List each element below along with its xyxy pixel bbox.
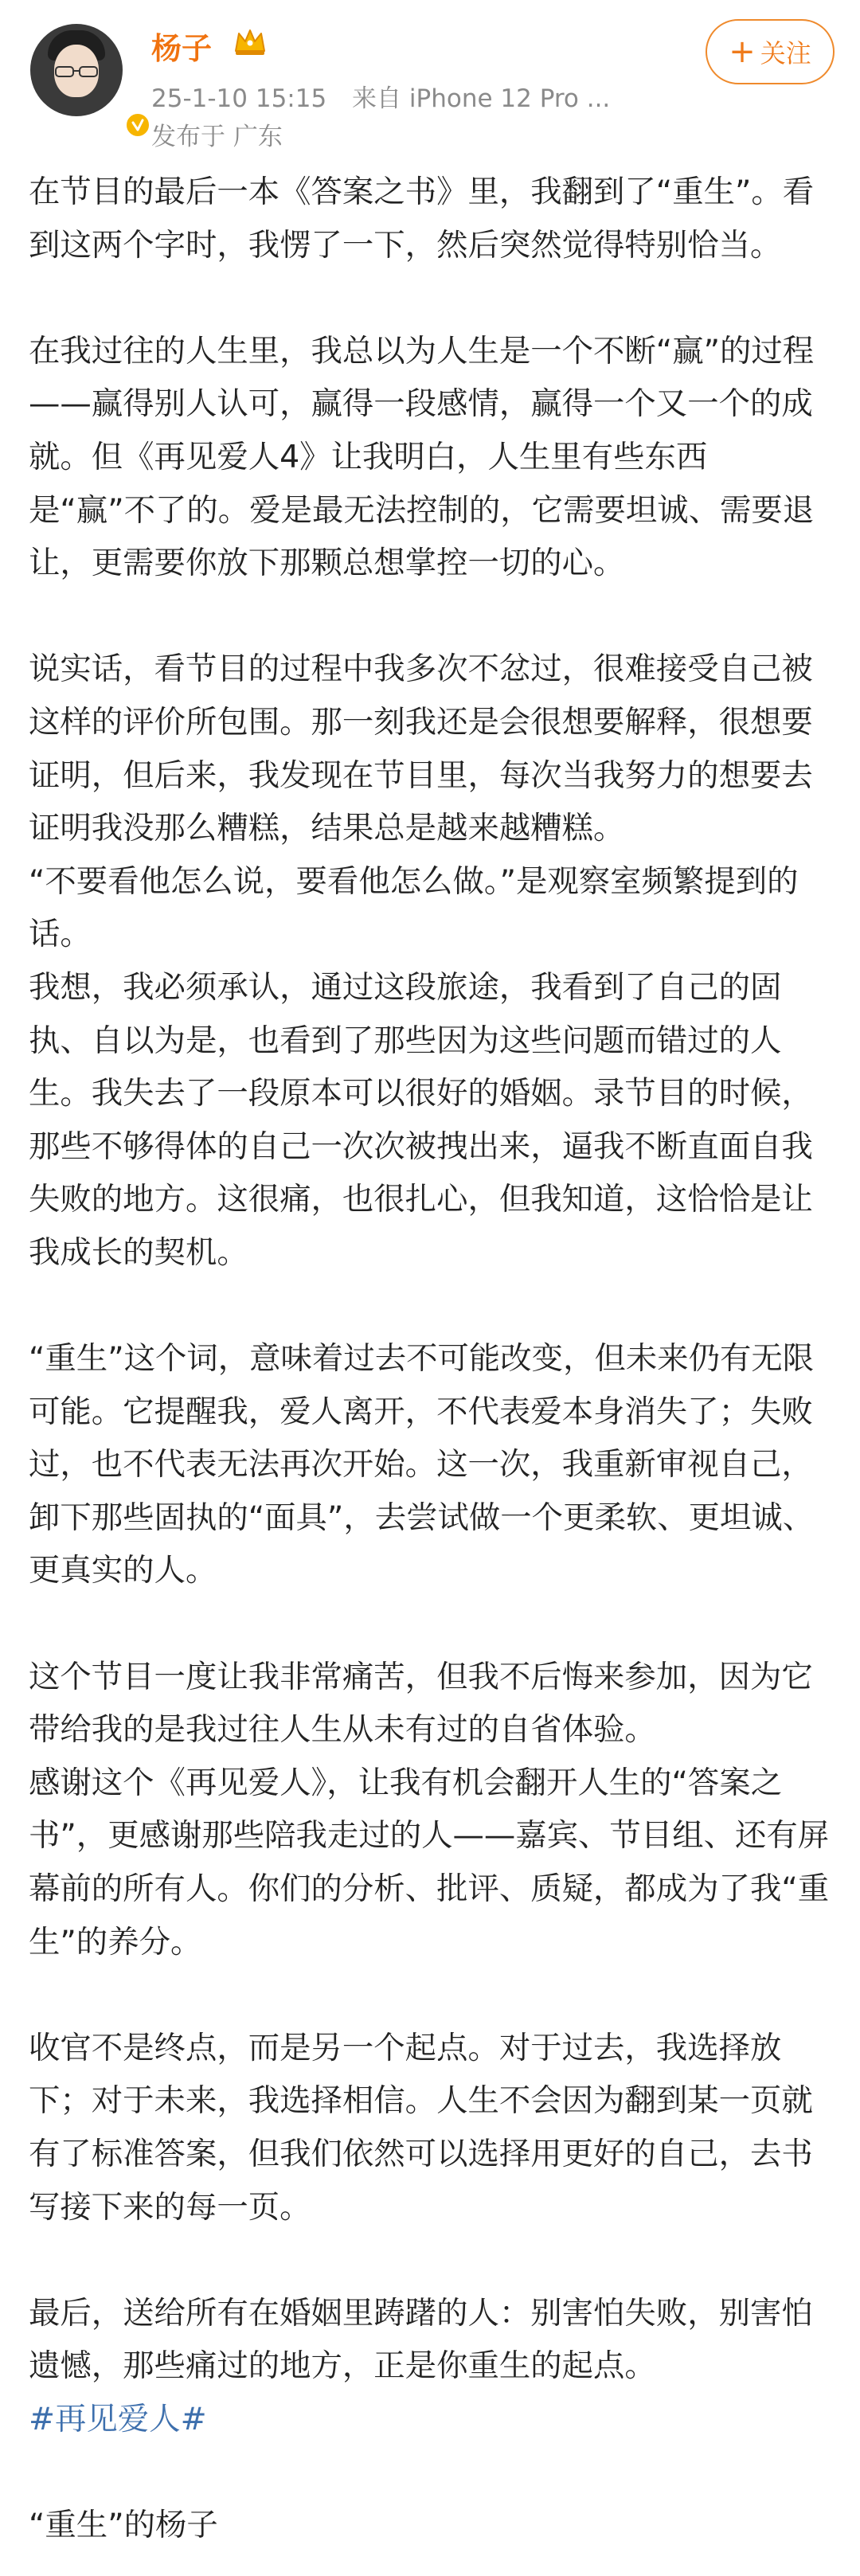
post-paragraph: 收官不是终点，而是另一个起点。对于过去，我选择放下；对于未来，我选择相信。人生不会因为翻到某一页就有了标准答案，但我们依然可以选择用更好的自己，去书写接下来的每一页。 xyxy=(29,2029,813,2226)
follow-button[interactable] xyxy=(706,19,835,84)
post-header xyxy=(0,0,860,159)
paragraph-gap xyxy=(29,590,833,643)
verified-badge-icon xyxy=(124,111,151,139)
paragraph-gap xyxy=(29,1597,833,1651)
paragraph-gap xyxy=(29,2446,833,2500)
paragraph-gap xyxy=(29,1968,833,2022)
post-paragraph: 在我过往的人生里，我总以为人生是一个不断“赢”的过程——赢得别人认可，赢得一段感情，赢得一个又一个的成就。但《再见爱人4》让我明白，人生里有些东西是“赢”不了的。爱是最无法控制的，它需要坦诚、需要退让，更需要你放下那颗总想掌控一切的心。 xyxy=(29,332,815,582)
avatar-glasses xyxy=(55,65,98,78)
paragraph-gap xyxy=(29,1279,833,1332)
post-paragraph: 这个节目一度让我非常痛苦，但我不后悔来参加，因为它带给我的是我过往人生从未有过的自省体验。 xyxy=(29,1658,813,1749)
username[interactable]: 杨子 xyxy=(151,31,213,66)
post-time: 25-1-10 15:15 xyxy=(151,84,327,113)
post-signature: “重生”的杨子 xyxy=(29,2507,218,2544)
post-location: 发布于 广东 xyxy=(151,123,283,151)
post-meta xyxy=(151,78,627,114)
hashtag-link[interactable]: #再见爱人# xyxy=(29,2400,207,2437)
user-avatar[interactable] xyxy=(30,24,123,116)
crown-icon xyxy=(233,25,268,57)
post-paragraph: 说实话，看节目的过程中我多次不忿过，很难接受自己被这样的评价所包围。那一刻我还是会很想要解释，很想要证明，但后来，我发现在节目里，每次当我努力的想要去证明我没那么糟糕，结果总是越来越糟糕。 xyxy=(29,651,813,847)
post-paragraph: “重生”这个词，意味着过去不可能改变，但未来仍有无限可能。它提醒我，爱人离开，不代表爱本身消失了；失败过，也不代表无法再次开始。这一次，我重新审视自己，卸下那些固执的“面具”，去尝试做一个更柔软、更坦诚、更真实的人。 xyxy=(29,1340,815,1589)
follow-label: 关注 xyxy=(760,38,811,68)
post-paragraph: 最后，送给所有在婚姻里踌躇的人：别害怕失败，别害怕遗憾，那些痛过的地方，正是你重生的起点。 xyxy=(29,2294,813,2385)
plus-icon: + xyxy=(729,33,756,70)
paragraph-gap xyxy=(29,2234,833,2287)
post-paragraph: 在节目的最后一本《答案之书》里，我翻到了“重生”。看到这两个字时，我愣了一下，然后突然觉得特别恰当。 xyxy=(29,174,815,264)
post-paragraph: 我想，我必须承认，通过这段旅途，我看到了自己的固执、自以为是，也看到了那些因为这些问题而错过的人生。我失去了一段原本可以很好的婚姻。录节目的时候，那些不够得体的自己一次次被拽出来，逼我不断直面自我失败的地方。这很痛，也很扎心，但我知道，这恰恰是让我成长的契机。 xyxy=(29,968,813,1271)
post-paragraph: 感谢这个《再见爱人》，让我有机会翻开人生的“答案之书”，更感谢那些陪我走过的人——嘉宾、节目组、还有屏幕前的所有人。你们的分析、批评、质疑，都成为了我“重生”的养分。 xyxy=(29,1764,830,1960)
post-body xyxy=(29,166,833,2552)
paragraph-gap xyxy=(29,272,833,325)
post-source: 来自 iPhone 12 Pro ... xyxy=(352,84,611,113)
post-paragraph: “不要看他怎么说，要看他怎么做。”是观察室频繁提到的话。 xyxy=(29,862,799,953)
